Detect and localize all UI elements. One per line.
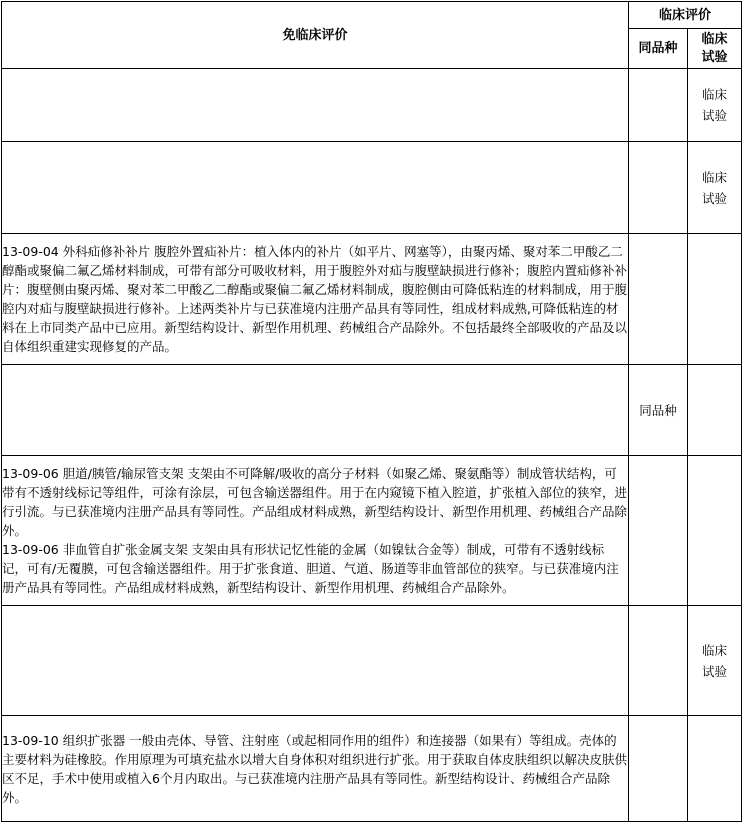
trial-line: 临床 [701,642,727,658]
trial-line: 试验 [701,108,727,123]
trial-line: 临床 [701,169,727,185]
product-description: 13-09-06 胆道/胰管/输尿管支架 支架由不可降解/吸收的高分子材料（如聚乙烯、聚氨酯等）制成管状结构，可带有不透射线标记等组件，可涂有涂层，可包含输送器组件。用于在内窥镜下植入腔道，扩张植入部位的狭窄，进行引流。与已获准境内注册产品具有等同性。产品组成材料成熟，新型结构设计、新型作用机理、药械组合产品除外。 [2,466,628,538]
same-variety-cell [629,456,688,606]
table-row [2,716,742,822]
same-variety-cell [629,142,688,234]
table-row [2,234,742,365]
product-description: 13-09-10 组织扩张器 一般由壳体、导管、注射座（或起相同作用的组件）和连接器（如果有）等组成。壳体的主要材料为硅橡胶。作用原理为可填充盐水以增大自身体积对组织进行扩张。用于获取自体皮肤组织以解决皮肤供区不足，手术中使用或植入6个月内取出。与已获准境内注册产品具有等同性。新型结构设计、药械组合产品除外。 [2,732,628,805]
header-same-variety: 同品种 [629,29,688,69]
exempt-cell [2,456,629,606]
clinical-trial-cell [688,69,742,142]
exempt-cell [2,716,629,822]
exempt-cell [2,69,629,142]
exempt-cell [2,606,629,716]
evaluation-table [1,1,742,822]
same-variety-cell: 同品种 [629,365,688,456]
clinical-trial-cell [688,456,742,606]
clinical-trial-cell [688,606,742,716]
header-clinical: 临床评价 [629,2,742,29]
table-row [2,142,742,234]
clinical-trial-cell [688,716,742,822]
table-row [2,365,742,456]
exempt-cell [2,234,629,365]
same-variety-cell [629,606,688,716]
header-clinical-trial [688,29,742,69]
clinical-trial-cell [688,234,742,365]
header-trial-line-1: 临床 [701,31,728,47]
clinical-trial-cell [688,142,742,234]
clinical-trial-cell [688,365,742,456]
same-variety-cell [629,69,688,142]
exempt-cell [2,142,629,234]
trial-line: 试验 [701,663,727,679]
product-description: 13-09-04 外科疝修补补片 腹腔外置疝补片：植入体内的补片（如平片、网塞等），由聚丙烯、聚对苯二甲酸乙二醇酯或聚偏二氟乙烯材料制成，可带有部分可吸收材料，用于腹腔外对疝与腹壁缺损进行修补；腹腔内置疝修补补片：腹壁侧由聚丙烯、聚对苯二甲酸乙二醇酯或聚偏二氟乙烯材料制成，腹腔侧由可降低粘连的材料制成，用于腹腔内对疝与腹壁缺损进行修补。上述两类补片与已获准境内注册产品具有等同性，组成材料成熟,可降低粘连的材料在上市同类产品中已应用。新型结构设计、新型作用机理、药械组合产品除外。不包括最终全部吸收的产品及以自体组织重建实现修复的产品。 [2,244,628,354]
table-row [2,69,742,142]
table-row [2,606,742,716]
same-variety-cell [629,716,688,822]
product-description: 13-09-06 非血管自扩张金属支架 支架由具有形状记忆性能的金属（如镍钛合金等）制成，可带有不透射线标记，可有/无覆膜，可包含输送器组件。用于扩张食道、胆道、气道、肠道等非血管部位的狭窄。与已获准境内注册产品具有等同性。产品组成材料成熟，新型结构设计、新型作用机理、药械组合产品除外。 [2,542,619,595]
same-variety-cell [629,234,688,365]
trial-line: 试验 [701,190,727,206]
exempt-cell [2,365,629,456]
table-row [2,456,742,606]
trial-line: 临床 [701,87,727,102]
header-trial-line-2: 试验 [701,49,728,65]
header-exempt: 免临床评价 [2,2,629,69]
